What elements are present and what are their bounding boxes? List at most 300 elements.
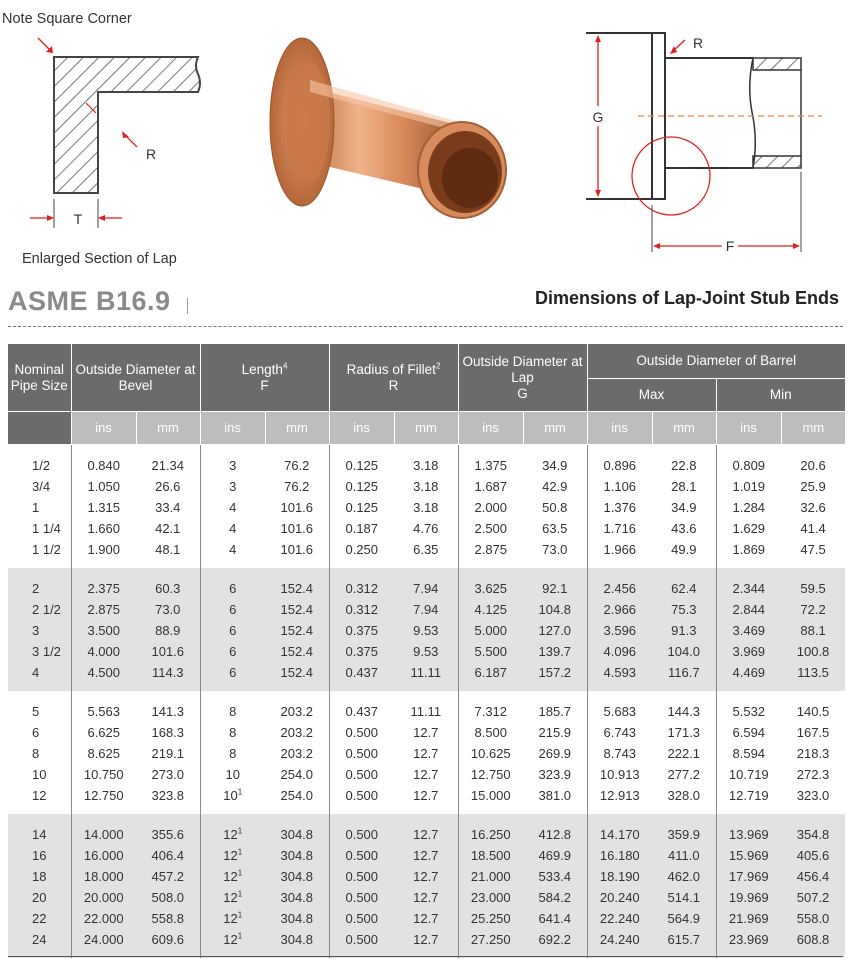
cell-min-mm: 72.2 xyxy=(781,599,845,620)
cell-nominal-size: 24 xyxy=(8,929,71,958)
cell-len-mm: 304.8 xyxy=(265,929,329,958)
cell-min-mm: 59.5 xyxy=(781,568,845,599)
cell-len-mm: 101.6 xyxy=(280,521,314,536)
table-row xyxy=(8,599,851,620)
unit-mm: mm xyxy=(523,412,587,445)
cell-len-in: 3 xyxy=(200,445,265,477)
cell-max-mm: 462.0 xyxy=(652,866,716,887)
cell-lap-in: 5.500 xyxy=(458,641,523,662)
cell-nominal-size: 2 xyxy=(8,568,71,599)
cell-max-mm: 144.3 xyxy=(667,704,701,719)
table-row xyxy=(8,539,851,568)
cell-odb-mm: 508.0 xyxy=(136,887,200,908)
cell-min-mm: 100.8 xyxy=(781,641,845,662)
cell-len-mm: 152.4 xyxy=(265,599,329,620)
cell-odb-mm: 609.6 xyxy=(136,929,200,958)
cell-len-in: 4 xyxy=(200,539,265,568)
cell-odb-mm: 558.8 xyxy=(136,908,200,929)
cell-min-mm: 218.3 xyxy=(796,746,830,761)
cell-odb-mm: 33.4 xyxy=(155,500,181,515)
cell-r-mm: 12.7 xyxy=(413,788,439,803)
cell-lap-mm: 269.9 xyxy=(538,746,572,761)
cell-odb-mm: 457.2 xyxy=(136,866,200,887)
cell-lap-in: 16.250 xyxy=(458,814,523,845)
unit-mm: mm xyxy=(136,412,200,445)
cell-odb-mm: 355.6 xyxy=(136,814,200,845)
cell-lap-mm: 42.9 xyxy=(542,479,568,494)
cell-min-mm: 354.8 xyxy=(781,814,845,845)
units-row xyxy=(8,412,851,445)
cell-lap-mm: 63.5 xyxy=(542,521,568,536)
unit-mm: mm xyxy=(265,412,329,445)
cell-len-mm: 304.8 xyxy=(265,814,329,845)
cell-odb-in: 2.875 xyxy=(71,599,136,620)
cell-odb-in: 3.500 xyxy=(71,620,136,641)
cell-odb-in: 0.840 xyxy=(71,445,136,477)
cell-lap-in: 15.000 xyxy=(458,785,523,814)
cell-nominal-size: 22 xyxy=(8,908,71,929)
cell-lap-in: 4.125 xyxy=(458,599,523,620)
cell-nominal-size: 8 xyxy=(32,746,40,761)
table-row xyxy=(8,662,851,691)
cell-min-in: 8.594 xyxy=(716,743,781,764)
cell-r-mm: 12.7 xyxy=(394,908,458,929)
cell-odb-in: 2.375 xyxy=(71,568,136,599)
table-row xyxy=(8,691,851,722)
section-caption: Enlarged Section of Lap xyxy=(22,251,177,267)
col-radius-fillet: Radius of Fillet$^2$ R xyxy=(329,344,458,412)
cell-odb-in: 1.900 xyxy=(71,539,136,568)
cell-max-mm: 62.4 xyxy=(652,568,716,599)
cell-lap-in: 2.500 xyxy=(458,518,523,539)
cell-lap-in: 27.250 xyxy=(458,929,523,958)
cell-len-mm: 76.2 xyxy=(284,479,310,494)
cell-nominal-size: 4 xyxy=(8,662,71,691)
cell-max-in: 18.190 xyxy=(587,866,652,887)
cell-min-in: 1.869 xyxy=(716,539,781,568)
footnote-marker: 1 xyxy=(237,910,243,920)
cell-r-in: 0.500 xyxy=(329,887,394,908)
cell-max-mm: 328.0 xyxy=(667,788,701,803)
cell-len-in: $12^1$ xyxy=(200,845,265,866)
cell-r-mm: 11.11 xyxy=(394,662,458,691)
row-group-3 xyxy=(8,691,851,814)
cell-r-mm: 12.7 xyxy=(413,746,439,761)
cell-r-in: 0.500 xyxy=(329,814,394,845)
dashed-rule xyxy=(8,326,843,327)
footnote-marker: 1 xyxy=(237,931,243,941)
cell-nominal-size: 1 xyxy=(32,500,40,515)
cell-odb-mm: 219.1 xyxy=(151,746,185,761)
cell-lap-in: 10.625 xyxy=(458,743,523,764)
cell-min-mm: 140.5 xyxy=(796,704,830,719)
diagram-area xyxy=(0,0,851,275)
cell-lap-mm: 584.2 xyxy=(523,887,587,908)
cell-min-mm: 323.0 xyxy=(796,788,830,803)
cell-r-mm: 9.53 xyxy=(394,620,458,641)
unit-ins: ins xyxy=(458,412,523,445)
cell-max-in: 0.896 xyxy=(587,445,652,477)
cell-len-mm: 304.8 xyxy=(265,845,329,866)
cell-min-mm: 608.8 xyxy=(781,929,845,958)
cell-r-in: 0.187 xyxy=(329,518,394,539)
row-group-1 xyxy=(8,445,851,569)
cell-max-in: 4.593 xyxy=(587,662,652,691)
cell-odb-mm: 168.3 xyxy=(151,725,185,740)
cell-max-mm: 91.3 xyxy=(652,620,716,641)
table-row xyxy=(8,620,851,641)
cell-min-mm: 47.5 xyxy=(800,542,826,557)
cell-min-in: 15.969 xyxy=(716,845,781,866)
cell-r-mm: 12.7 xyxy=(413,767,439,782)
cell-len-mm: 203.2 xyxy=(280,704,314,719)
cell-lap-mm: 215.9 xyxy=(538,725,572,740)
cell-nominal-size: 6 xyxy=(32,725,40,740)
cell-min-in: 2.344 xyxy=(716,568,781,599)
cell-lap-mm: 185.7 xyxy=(538,704,572,719)
cell-lap-in: 1.375 xyxy=(458,445,523,477)
col-length: Length$^4$ F xyxy=(200,344,329,412)
cell-len-in: 3 xyxy=(200,476,265,497)
cell-max-mm: 49.9 xyxy=(671,542,697,557)
cell-len-in: 4 xyxy=(200,497,265,518)
cell-min-in: 21.969 xyxy=(716,908,781,929)
cell-r-mm: 7.94 xyxy=(394,599,458,620)
cell-min-mm: 20.6 xyxy=(800,458,826,473)
cell-min-in: 4.469 xyxy=(716,662,781,691)
cell-len-mm: 152.4 xyxy=(265,620,329,641)
cell-odb-in: 20.000 xyxy=(71,887,136,908)
cell-odb-in: 5.563 xyxy=(71,691,136,722)
cell-max-in: 1.376 xyxy=(587,497,652,518)
cell-max-in: 14.170 xyxy=(587,814,652,845)
cell-lap-in: 21.000 xyxy=(458,866,523,887)
cell-min-in: 1.019 xyxy=(716,476,781,497)
standard-title: ASME B16.9 xyxy=(8,286,171,316)
table-row xyxy=(8,908,851,929)
cell-r-in: 0.125 xyxy=(329,476,394,497)
unit-ins: ins xyxy=(329,412,394,445)
cell-nominal-size: 1 1/2 xyxy=(32,542,61,557)
table-row xyxy=(8,476,851,497)
cell-r-in: 0.500 xyxy=(329,743,394,764)
cell-len-in: 6 xyxy=(200,568,265,599)
cell-max-mm: 34.9 xyxy=(671,500,697,515)
cell-max-mm: 116.7 xyxy=(652,662,716,691)
cell-len-in: $12^1$ xyxy=(200,814,265,845)
cell-min-mm: 456.4 xyxy=(781,866,845,887)
table-row xyxy=(8,641,851,662)
cell-min-in: 13.969 xyxy=(716,814,781,845)
cell-lap-mm: 641.4 xyxy=(523,908,587,929)
cell-r-mm: 3.18 xyxy=(413,500,439,515)
cell-odb-in: 24.000 xyxy=(71,929,136,958)
cell-lap-mm: 92.1 xyxy=(523,568,587,599)
cell-min-mm: 507.2 xyxy=(781,887,845,908)
cell-min-mm: 405.6 xyxy=(781,845,845,866)
cell-min-in: 17.969 xyxy=(716,866,781,887)
cell-r-in: 0.500 xyxy=(329,908,394,929)
cell-lap-in: 12.750 xyxy=(458,764,523,785)
cell-max-in: 1.106 xyxy=(587,476,652,497)
cell-lap-in: 18.500 xyxy=(458,845,523,866)
cell-len-in: $10^1$ xyxy=(200,785,265,814)
cell-odb-in: 4.500 xyxy=(71,662,136,691)
cell-min-in: 0.809 xyxy=(716,445,781,477)
cell-r-mm: 12.7 xyxy=(394,866,458,887)
cell-len-mm: 152.4 xyxy=(265,568,329,599)
cell-odb-mm: 48.1 xyxy=(155,542,181,557)
cell-max-in: 5.683 xyxy=(587,691,652,722)
cell-odb-mm: 60.3 xyxy=(136,568,200,599)
footnote-marker: 1 xyxy=(237,847,243,857)
cell-r-mm: 4.76 xyxy=(413,521,439,536)
cell-max-in: 8.743 xyxy=(587,743,652,764)
cell-lap-in: 25.250 xyxy=(458,908,523,929)
note-square-corner-label: Note Square Corner xyxy=(2,11,132,27)
unit-mm: mm xyxy=(394,412,458,445)
cell-lap-in: 2.000 xyxy=(458,497,523,518)
cell-min-mm: 25.9 xyxy=(800,479,826,494)
cell-lap-mm: 139.7 xyxy=(523,641,587,662)
cell-max-in: 10.913 xyxy=(587,764,652,785)
cell-max-mm: 411.0 xyxy=(652,845,716,866)
unit-mm: mm xyxy=(781,412,845,445)
cell-len-in: 6 xyxy=(200,620,265,641)
cell-odb-mm: 88.9 xyxy=(136,620,200,641)
cell-max-in: 4.096 xyxy=(587,641,652,662)
cell-nominal-size: 1 1/4 xyxy=(32,521,61,536)
cell-max-mm: 514.1 xyxy=(652,887,716,908)
cell-min-in: 10.719 xyxy=(716,764,781,785)
cell-nominal-size: 5 xyxy=(32,704,40,719)
cell-odb-mm: 101.6 xyxy=(136,641,200,662)
cell-len-mm: 203.2 xyxy=(280,746,314,761)
cell-min-mm: 88.1 xyxy=(781,620,845,641)
cell-odb-in: 6.625 xyxy=(71,722,136,743)
cell-odb-in: 1.660 xyxy=(71,518,136,539)
cell-lap-mm: 692.2 xyxy=(523,929,587,958)
cell-odb-in: 1.315 xyxy=(71,497,136,518)
cell-lap-mm: 104.8 xyxy=(523,599,587,620)
cell-r-in: 0.312 xyxy=(329,568,394,599)
footnote-marker: 1 xyxy=(237,889,243,899)
table-row xyxy=(8,845,851,866)
cell-len-mm: 152.4 xyxy=(265,641,329,662)
cell-len-in: 8 xyxy=(200,722,265,743)
cell-r-in: 0.375 xyxy=(329,620,394,641)
row-group-2 xyxy=(8,568,851,691)
table-bottom-rule xyxy=(8,956,843,957)
cell-lap-mm: 381.0 xyxy=(538,788,572,803)
table-row xyxy=(8,866,851,887)
cell-odb-in: 8.625 xyxy=(71,743,136,764)
table-row xyxy=(8,814,851,845)
table-row xyxy=(8,887,851,908)
cell-min-in: 1.284 xyxy=(716,497,781,518)
units-blank xyxy=(8,412,71,445)
side-view-drawing xyxy=(586,33,822,254)
f-dimension-label: F xyxy=(725,238,735,254)
cell-nominal-size: 20 xyxy=(8,887,71,908)
cell-odb-in: 14.000 xyxy=(71,814,136,845)
row-group-4 xyxy=(8,814,851,958)
cell-len-in: $12^1$ xyxy=(200,866,265,887)
table-row xyxy=(8,722,851,743)
title-divider xyxy=(187,298,188,314)
cell-lap-in: 2.875 xyxy=(458,539,523,568)
col-od-lap: Outside Diameter at Lap G xyxy=(458,344,587,412)
cell-odb-mm: 406.4 xyxy=(136,845,200,866)
cell-r-in: 0.500 xyxy=(329,845,394,866)
cell-min-mm: 113.5 xyxy=(781,662,845,691)
cell-len-mm: 152.4 xyxy=(265,662,329,691)
cell-odb-in: 12.750 xyxy=(71,785,136,814)
cell-min-mm: 558.0 xyxy=(781,908,845,929)
footnote-marker: 1 xyxy=(237,787,243,797)
col-od-barrel: Outside Diameter of Barrel xyxy=(587,344,845,379)
cell-lap-mm: 50.8 xyxy=(542,500,568,515)
cell-r-in: 0.250 xyxy=(329,539,394,568)
cell-max-mm: 22.8 xyxy=(671,458,697,473)
table-header xyxy=(8,344,851,445)
col-barrel-min: Min xyxy=(716,379,845,412)
cell-len-in: 6 xyxy=(200,662,265,691)
footnote-marker: 1 xyxy=(237,826,243,836)
cell-max-mm: 75.3 xyxy=(652,599,716,620)
stub-end-photo xyxy=(270,38,506,218)
cell-r-in: 0.437 xyxy=(329,691,394,722)
cell-max-in: 3.596 xyxy=(587,620,652,641)
cell-len-in: $12^1$ xyxy=(200,929,265,958)
table-row xyxy=(8,764,851,785)
cell-max-in: 20.240 xyxy=(587,887,652,908)
cell-min-in: 1.629 xyxy=(716,518,781,539)
cell-len-mm: 304.8 xyxy=(265,908,329,929)
cell-r-in: 0.500 xyxy=(329,929,394,958)
cell-odb-mm: 273.0 xyxy=(151,767,185,782)
cell-max-in: 2.456 xyxy=(587,568,652,599)
col-od-bevel: Outside Diameter at Bevel xyxy=(71,344,200,412)
cell-r-in: 0.437 xyxy=(329,662,394,691)
cell-r-in: 0.125 xyxy=(329,445,394,477)
cell-min-in: 2.844 xyxy=(716,599,781,620)
cell-min-mm: 41.4 xyxy=(800,521,826,536)
cell-min-in: 5.532 xyxy=(716,691,781,722)
cell-lap-in: 5.000 xyxy=(458,620,523,641)
cell-len-mm: 304.8 xyxy=(265,887,329,908)
cell-nominal-size: 16 xyxy=(8,845,71,866)
cell-min-mm: 167.5 xyxy=(796,725,830,740)
cell-len-mm: 304.8 xyxy=(265,866,329,887)
cell-r-mm: 7.94 xyxy=(394,568,458,599)
cell-r-in: 0.125 xyxy=(329,497,394,518)
cell-lap-in: 7.312 xyxy=(458,691,523,722)
unit-ins: ins xyxy=(71,412,136,445)
cell-max-in: 1.716 xyxy=(587,518,652,539)
cell-r-mm: 12.7 xyxy=(394,929,458,958)
cell-lap-mm: 533.4 xyxy=(523,866,587,887)
cell-len-in: 8 xyxy=(200,743,265,764)
cell-odb-in: 4.000 xyxy=(71,641,136,662)
cell-min-in: 3.469 xyxy=(716,620,781,641)
cell-r-mm: 3.18 xyxy=(413,458,439,473)
cell-nominal-size: 2 1/2 xyxy=(8,599,71,620)
unit-mm: mm xyxy=(652,412,716,445)
cell-min-in: 3.969 xyxy=(716,641,781,662)
cell-len-in: 6 xyxy=(200,641,265,662)
cell-min-in: 12.719 xyxy=(716,785,781,814)
dimensions-table xyxy=(8,344,851,958)
cell-len-mm: 76.2 xyxy=(284,458,310,473)
lap-section-drawing xyxy=(2,11,200,267)
cell-len-in: $12^1$ xyxy=(200,887,265,908)
cell-r-mm: 12.7 xyxy=(394,814,458,845)
table-row xyxy=(8,518,851,539)
table-row xyxy=(8,785,851,814)
cell-nominal-size: 12 xyxy=(32,788,47,803)
cell-len-in: 4 xyxy=(200,518,265,539)
cell-nominal-size: 18 xyxy=(8,866,71,887)
cell-odb-in: 22.000 xyxy=(71,908,136,929)
cell-len-mm: 254.0 xyxy=(280,767,314,782)
cell-nominal-size: 10 xyxy=(32,767,47,782)
cell-odb-mm: 21.34 xyxy=(151,458,185,473)
cell-r-in: 0.500 xyxy=(329,722,394,743)
cell-lap-in: 1.687 xyxy=(458,476,523,497)
cell-max-mm: 222.1 xyxy=(667,746,701,761)
cell-lap-mm: 127.0 xyxy=(523,620,587,641)
cell-odb-in: 1.050 xyxy=(71,476,136,497)
cell-max-mm: 359.9 xyxy=(652,814,716,845)
cell-lap-in: 6.187 xyxy=(458,662,523,691)
cell-lap-mm: 469.9 xyxy=(523,845,587,866)
cell-r-mm: 9.53 xyxy=(394,641,458,662)
cell-odb-in: 18.000 xyxy=(71,866,136,887)
cell-max-mm: 104.0 xyxy=(652,641,716,662)
cell-max-mm: 277.2 xyxy=(667,767,701,782)
cell-max-in: 12.913 xyxy=(587,785,652,814)
cell-max-in: 24.240 xyxy=(587,929,652,958)
cell-max-in: 6.743 xyxy=(587,722,652,743)
cell-odb-mm: 141.3 xyxy=(151,704,185,719)
cell-r-in: 0.500 xyxy=(329,866,394,887)
cell-r-mm: 6.35 xyxy=(413,542,439,557)
table-row xyxy=(8,929,851,958)
thickness-label: T xyxy=(73,211,83,227)
cell-max-mm: 615.7 xyxy=(652,929,716,958)
radius-label-section: R xyxy=(146,146,157,162)
table-title: Dimensions of Lap-Joint Stub Ends xyxy=(534,288,839,308)
cell-min-mm: 272.3 xyxy=(796,767,830,782)
cell-r-mm: 12.7 xyxy=(394,845,458,866)
cell-max-in: 16.180 xyxy=(587,845,652,866)
cell-len-in: 8 xyxy=(200,691,265,722)
cell-max-mm: 171.3 xyxy=(667,725,701,740)
cell-odb-mm: 73.0 xyxy=(136,599,200,620)
cell-max-mm: 564.9 xyxy=(652,908,716,929)
cell-min-mm: 32.6 xyxy=(800,500,826,515)
cell-nominal-size: 3 1/2 xyxy=(8,641,71,662)
cell-odb-mm: 42.1 xyxy=(155,521,181,536)
cell-len-mm: 101.6 xyxy=(280,542,314,557)
cell-len-mm: 101.6 xyxy=(280,500,314,515)
cell-nominal-size: 3 xyxy=(8,620,71,641)
cell-lap-mm: 34.9 xyxy=(542,458,568,473)
col-nominal-pipe-size: Nominal Pipe Size xyxy=(8,344,71,412)
cell-odb-mm: 26.6 xyxy=(155,479,181,494)
cell-odb-in: 10.750 xyxy=(71,764,136,785)
